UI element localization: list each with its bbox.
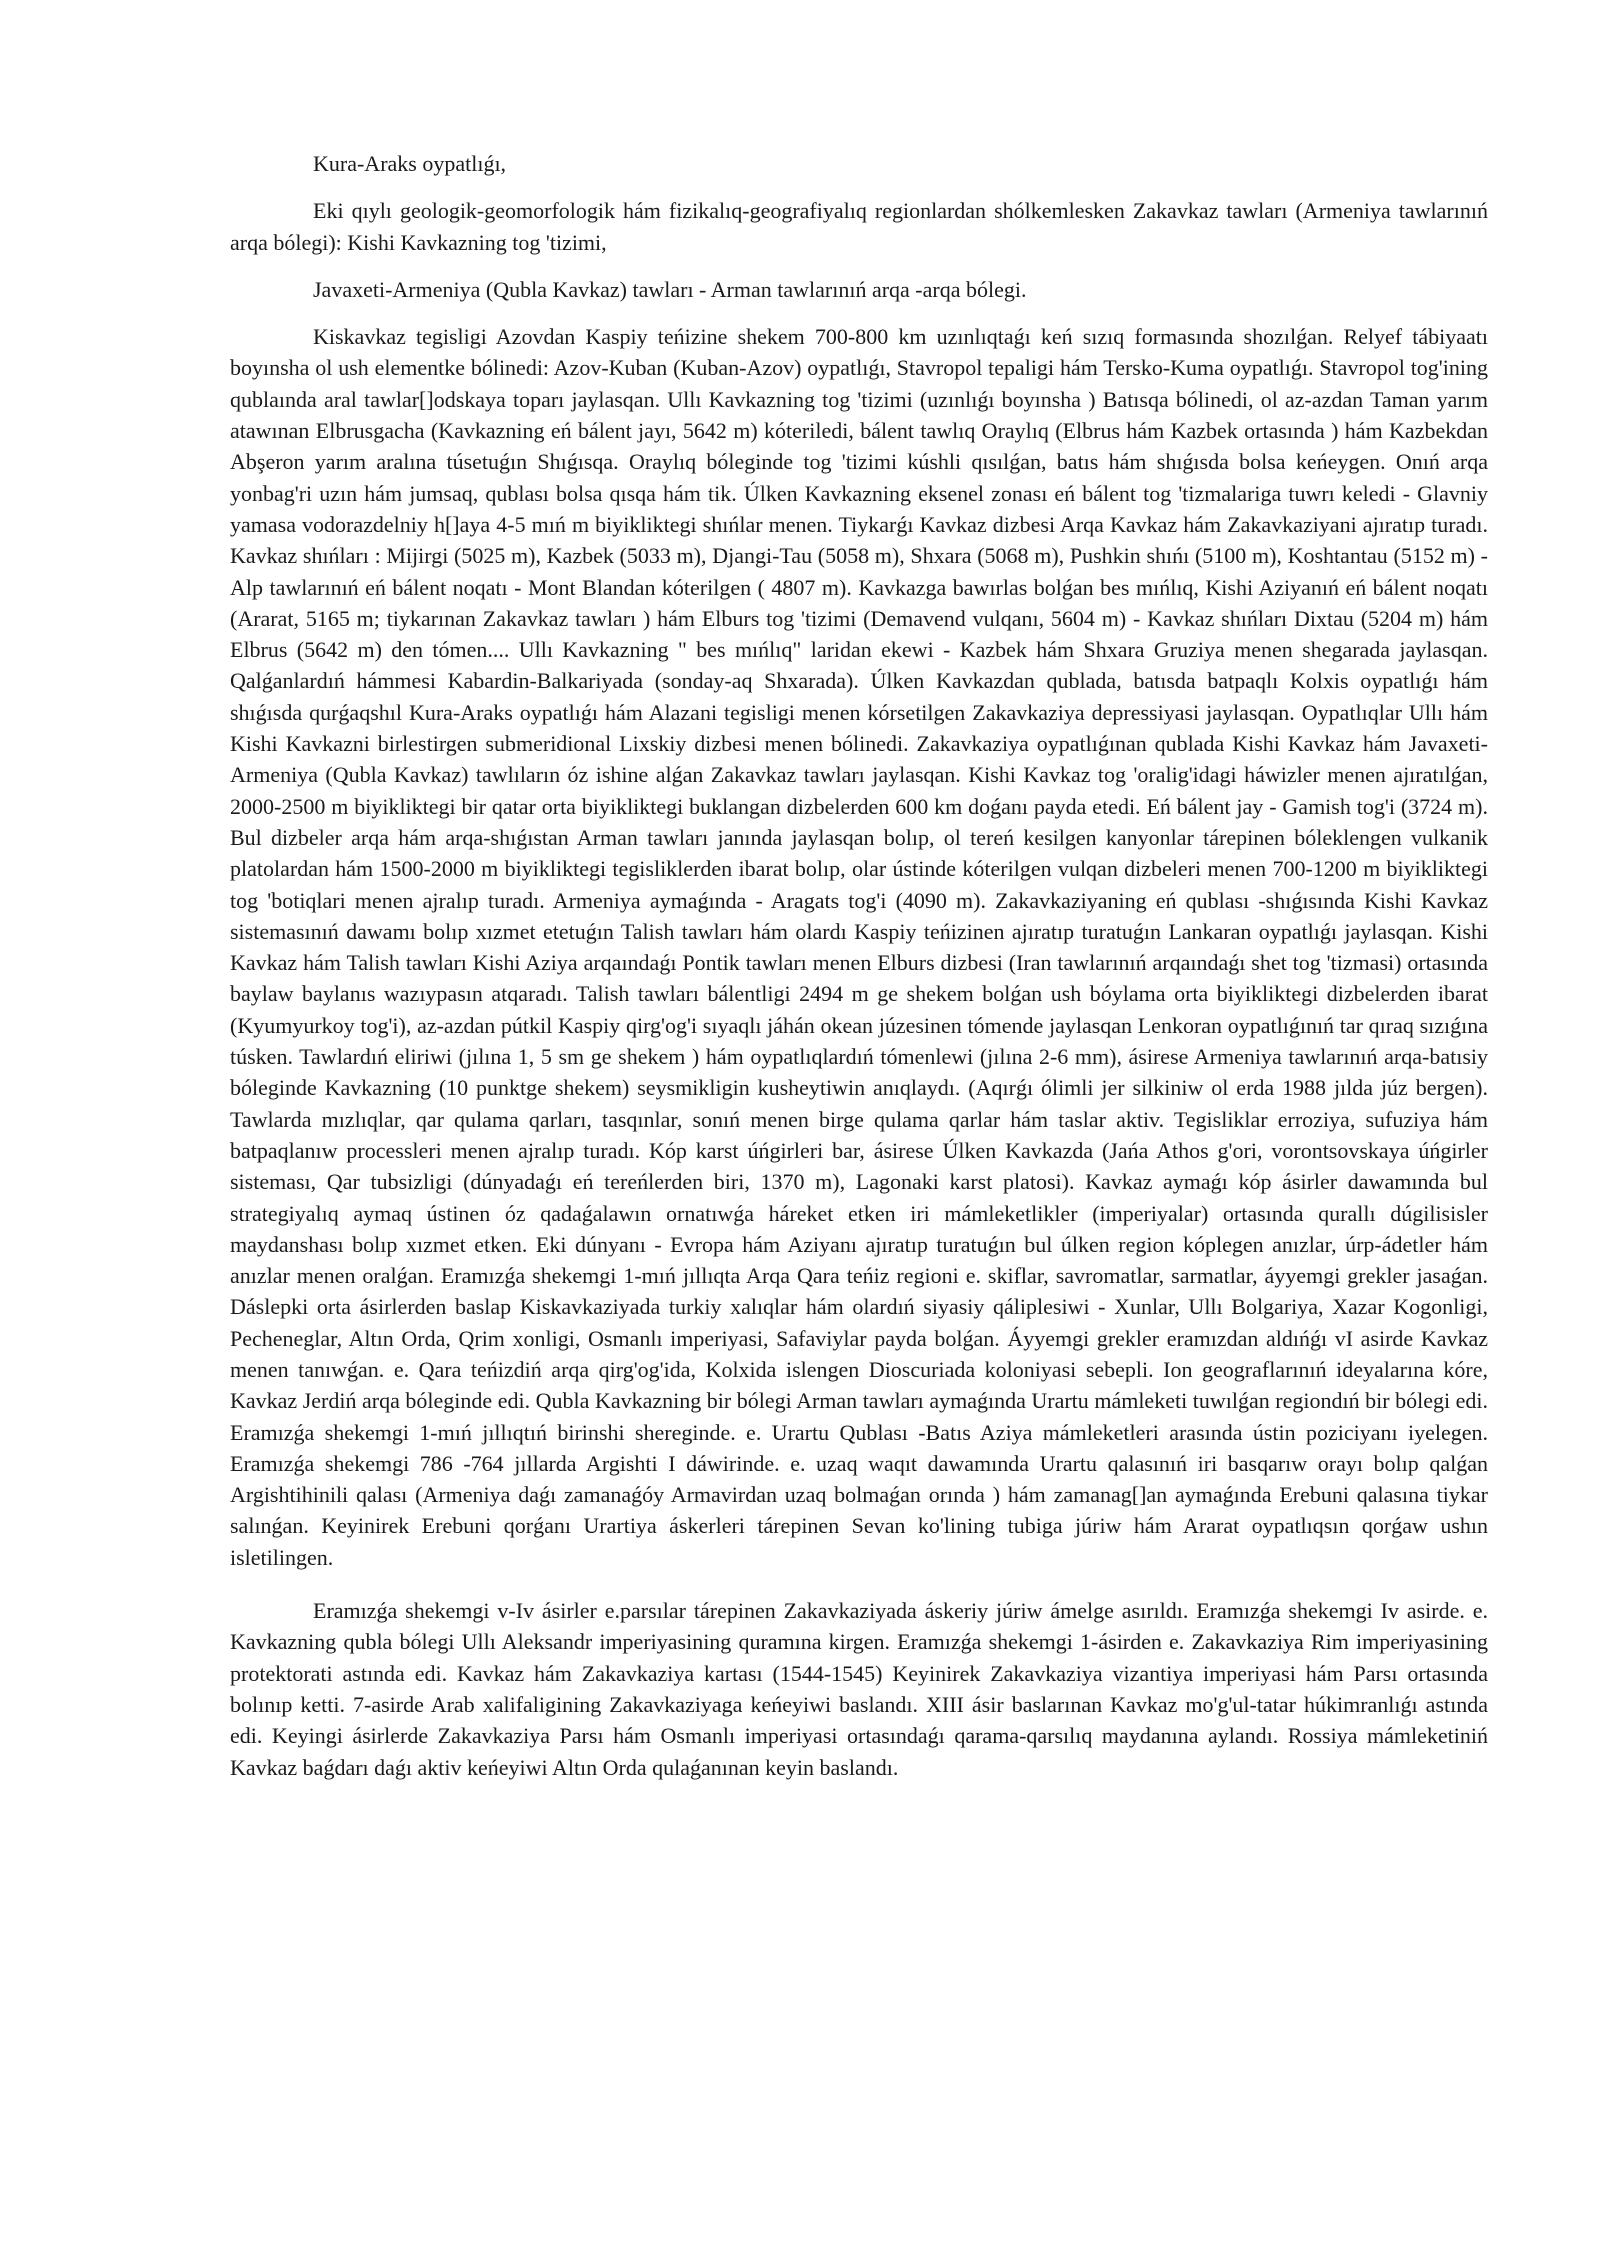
paragraph-javaxeti-armeniya: Javaxeti-Armeniya (Qubla Kavkaz) tawları - Arman tawlarınıń arqa -arqa bólegi. (313, 276, 1027, 302)
paragraph-heading-kura-araks: Kura-Araks oypatlıǵı, (313, 151, 507, 176)
paragraph-zakavkaz-regions: Eki qıylı geologik-geomorfologik hám fizikalıq-geografiyalıq regionlardan shólkemlesken Zakavkaz tawları (Armeniya tawlarınıń arqa bólegi): Kishi Kavkazning tog 'tizimi, (230, 198, 1488, 255)
document-body (230, 148, 1488, 1783)
paragraph-history: Eramızǵa shekemgi v-Iv ásirler e.parsılar tárepinen Zakavkaziyada áskeriy júriw ámelge asırıldı. Eramızǵa shekemgi Iv asirde. e. Kavkazning qubla bólegi Ullı Aleksandr imperiyasining quramına kirgen. Eramızǵa shekemgi 1-ásirden e. Zakavkaziya Rim imperiyasining protektorati astında edi. Kavkaz hám Zakavkaziya kartası (1544-1545) Keyinirek Zakavkaziya vizantiya imperiyasi hám Parsı ortasında bolınıp ketti. 7-asirde Arab xalifaligining Zakavkaziyaga keńeyiwi baslandı. XIII ásir baslarınan Kavkaz mo'g'ul-tatar húkimranlıǵı astında edi. Keyingi ásirlerde Zakavkaziya Parsı hám Osmanlı imperiyasi ortasındaǵı qarama-qarsılıq maydanına aylandı. Rossiya mámleketiniń Kavkaz baǵdarı daǵı aktiv keńeyiwi Altın Orda qulaǵanınan keyin baslandı. (230, 1598, 1488, 1780)
paragraph-kiskavkaz-main: Kiskavkaz tegisligi Azovdan Kaspiy teńizine shekem 700-800 km uzınlıqtaǵı keń sızıq formasında shozılǵan. Relyef tábiyaatı boyınsha ol ush elementke bólinedi: Azov-Kuban (Kuban-Azov) oypatlıǵı, Stavropol tepaligi hám Tersko-Kuma oypatlıǵı. Stavropol tog'ining qublaında aral tawlar[]odskaya toparı jaylasqan. Ullı Kavkazning tog 'tizimi (uzınlıǵı boyınsha ) Batısqa bólinedi, ol az-azdan Taman yarım atawınan Elbrusgacha (Kavkazning eń bálent jayı, 5642 m) kóteriledi, bálent tawlıq Oraylıq (Elbrus hám Kazbek ortasında ) hám Kazbekdan Abşeron yarım aralına túsetuǵın Shıǵısqa. Oraylıq bóleginde tog 'tizimi kúshli qısılǵan, batıs hám shıǵısda bolsa keńeygen. Onıń arqa yonbag'ri uzın hám jumsaq, qublası bolsa qısqa hám tik. Úlken Kavkazning eksenel zonası eń bálent tog 'tizmalariga tuwrı keledi - Glavniy yamasa vodorazdelniy h[]aya 4-5 mıń m biyikliktegi shıńlar menen. Tiykarǵı Kavkaz dizbesi Arqa Kavkaz hám Zakavkaziyani ajıratıp turadı. Kavkaz shıńları : Mijirgi (5025 m), Kazbek (5033 m), Djangi-Tau (5058 m), Shxara (5068 m), Pushkin shıńı (5100 m), Koshtantau (5152 m) - Alp tawlarınıń eń bálent noqatı - Mont Blandan kóterilgen ( 4807 m). Kavkazga bawırlas bolǵan bes mıńlıq, Kishi Aziyanıń eń bálent noqatı (Ararat, 5165 m; tiykarınan Zakavkaz tawları ) hám Elburs tog 'tizimi (Demavend vulqanı, 5604 m) - Kavkaz shıńları Dixtau (5204 m) hám Elbrus (5642 m) den tómen.... Ullı Kavkazning " bes mıńlıq" laridan ekewi - Kazbek hám Shxara Gruziya menen shegarada jaylasqan. Qalǵanlardıń hámmesi Kabardin-Balkariyada (sonday-aq Shxarada). Úlken Kavkazdan qublada, batısda batpaqlı Kolxis oypatlıǵı hám shıǵısda qurǵaqshıl Kura-Araks oypatlıǵı hám Alazani tegisligi menen kórsetilgen Zakavkaziya depressiyasi jaylasqan. Oypatlıqlar Ullı hám Kishi Kavkazni birlestirgen submeridional Lixskiy dizbesi menen bólinedi. Zakavkaziya oypatlıǵınan qublada Kishi Kavkaz hám Javaxeti-Armeniya (Qubla Kavkaz) tawlıların óz ishine alǵan Zakavkaz tawları jaylasqan. Kishi Kavkaz tog 'oralig'idagi háwizler menen ajıratılǵan, 2000-2500 m biyikliktegi bir qatar orta biyikliktegi buklangan dizbelerden 600 km doǵanı payda etedi. Eń bálent jay - Gamish tog'i (3724 m). Bul dizbeler arqa hám arqa-shıǵıstan Arman tawları janında jaylasqan bolıp, ol tereń kesilgen kanyonlar tárepinen bóleklengen vulkanik platolardan hám 1500-2000 m biyikliktegi tegisliklerden ibarat bolıp, olar ústinde kóterilgen vulqan dizbeleri menen 700-1200 m biyikliktegi tog 'botiqlari menen ajralıp turadı. Armeniya aymaǵında - Aragats tog'i (4090 m). Zakavkaziyaning eń qublası -shıǵısında Kishi Kavkaz sistemasınıń dawamı bolıp xızmet etetuǵın Talish tawları hám olardı Kaspiy teńizinen ajıratıp turatuǵın Lankaran oypatlıǵı jaylasqan. Kishi Kavkaz hám Talish tawları Kishi Aziya arqaındaǵı Pontik tawları menen Elburs dizbesi (Iran tawlarınıń arqaındaǵı shet tog 'tizmasi) ortasında baylaw baylanıs wazıypasın atqaradı. Talish tawları bálentligi 2494 m ge shekem bolǵan ush bóylama orta biyikliktegi dizbelerden ibarat (Kyumyurkoy tog'i), az-azdan pútkil Kaspiy qirg'og'i sıyaqlı jáhán okean júzesinen tómende jaylasqan Lenkoran oypatlıǵınıń tar qıraq sızıǵına túsken. Tawlardıń eliriwi (jılına 1, 5 sm ge shekem ) hám oypatlıqlardıń tómenlewi (jılına 2-6 mm), ásirese Armeniya tawlarınıń arqa-batısiy bóleginde Kavkazning (10 punktge shekem) seysmikligin kusheytiwin anıqlaydı. (Aqırǵı ólimli jer silkiniw ol erda 1988 jılda júz bergen). Tawlarda mızlıqlar, qar qulama qarları, tasqınlar, sonıń menen birge qulama qarlar hám taslar aktiv. Tegisliklar erroziya, sufuziya hám batpaqlanıw processleri menen ajralıp turadı. Kóp karst úńgirleri bar, ásirese Úlken Kavkazda (Jańa Athos g'ori, vorontsovskaya úńgirler sisteması, Qar tubsizligi (dúnyadaǵı eń tereńlerden biri, 1370 m), Lagonaki karst platosi). Kavkaz aymaǵı kóp ásirler dawamında bul strategiyalıq aymaq ústinen óz qadaǵalawın ornatıwǵa háreket etken iri mámleketlikler (imperiyalar) ortasında qurallı dúgilisisler maydanshası bolıp xızmet etken. Eki dúnyanı - Evropa hám Aziyanı ajıratıp turatuǵın bul úlken region kóplegen anızlar, úrp-ádetler hám anızlar menen oralǵan. Eramızǵa shekemgi 1-mıń jıllıqta Arqa Qara teńiz regioni e. skiflar, savromatlar, sarmatlar, áyyemgi grekler jasaǵan. Dáslepki orta ásirlerden baslap Kiskavkaziyada turkiy xalıqlar hám olardıń siyasiy qáliplesiwi - Xunlar, Ullı Bolgariya, Xazar Kogonligi, Pecheneglar, Altın Orda, Qrim xonligi, Osmanlı imperiyasi, Safaviylar payda bolǵan. Áyyemgi grekler eramızdan aldıńǵı vI asirde Kavkaz menen tanıwǵan. e. Qara teńizdiń arqa qirg'og'ida, Kolxida islengen Dioscuriada koloniyasi sebepli. Ion geograflarınıń ideyalarına kóre, Kavkaz Jerdiń arqa bóleginde edi. Qubla Kavkazning bir bólegi Arman tawları aymaǵında Urartu mámleketi tuwılǵan regiondıń bir bólegi edi. Eramızǵa shekemgi 1-mıń jıllıqtıń birinshi shereginde. e. Urartu Qublası -Batıs Aziya mámleketleri arasında ústin poziciyanı iyelegen. Eramızǵa shekemgi 786 -764 jıllarda Argishti I dáwirinde. e. uzaq waqıt dawamında Urartu qalasınıń iri basqarıw orayı bolıp qalǵan Argishtihinili qalası (Armeniya daǵı zamanaǵóy Armavirdan uzaq bolmaǵan orında ) hám zamanag[]an aymaǵında Erebuni qalasına tiykar salınǵan. Keyinirek Erebuni qorǵanı Urartiya áskerleri tárepinen Sevan ko'lining tubiga júriw hám Ararat oypatlıqsın qorǵaw ushın isletilingen. (230, 324, 1488, 1570)
